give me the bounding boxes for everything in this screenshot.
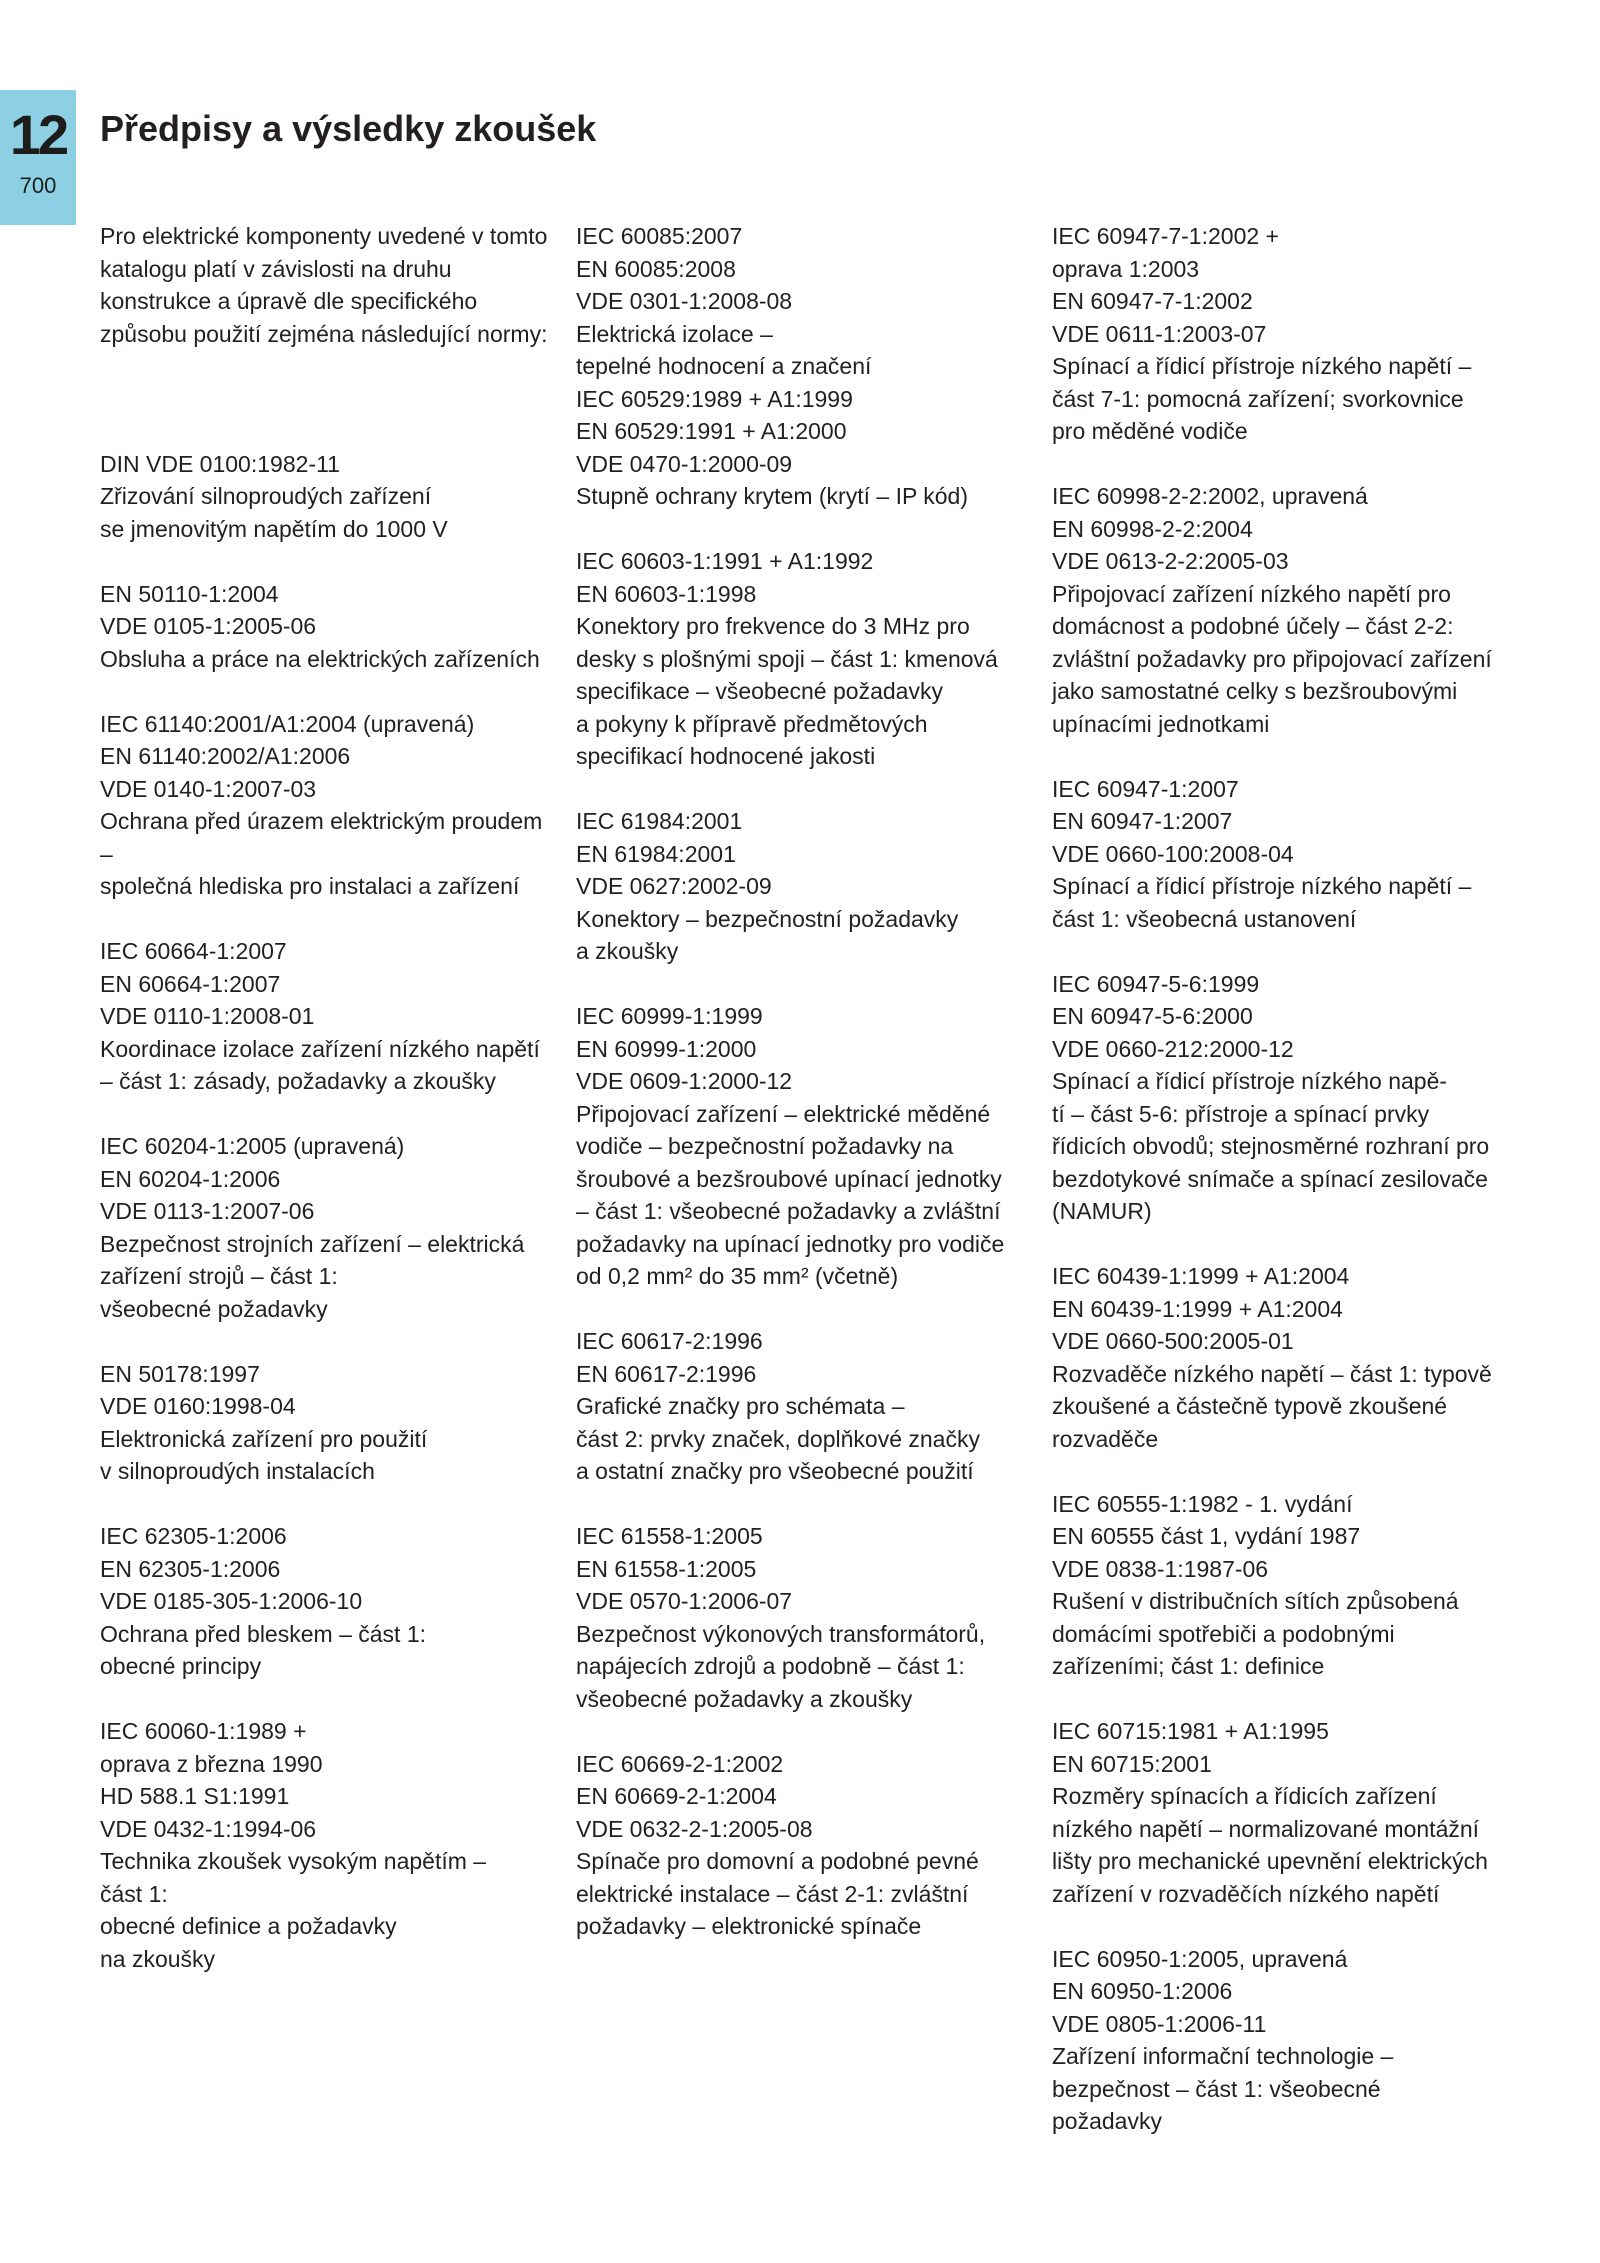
standards-column-2 — [576, 220, 1042, 1943]
intro-line: konstrukce a úpravě dle specifického — [100, 288, 478, 314]
standard-entry — [1052, 480, 1518, 740]
standard-entry — [576, 383, 1042, 513]
entry-line: tí – část 5-6: přístroje a spínací prvky — [1052, 1100, 1430, 1127]
entry-line: část 1: — [100, 1880, 168, 1907]
entry-line: Rozvaděče nízkého napětí – část 1: typově — [1052, 1360, 1492, 1387]
entry-line: IEC 60669-2-1:2002 — [576, 1750, 784, 1777]
entry-line: jako samostatné celky s bezšroubovými — [1052, 678, 1458, 704]
entry-line: VDE 0160:1998-04 — [100, 1393, 296, 1419]
entry-line: oprava 1:2003 — [1052, 255, 1200, 282]
entry-line: VDE 0113-1:2007-06 — [100, 1198, 315, 1224]
entry-line: VDE 0470-1:2000-09 — [576, 450, 793, 477]
entry-line: Elektrická izolace – — [576, 320, 773, 347]
entry-line: na zkoušky — [100, 1945, 216, 1972]
entry-line: EN 60669-2-1:2004 — [576, 1783, 777, 1809]
chapter-number: 12 — [9, 103, 67, 166]
entry-line: IEC 60947-5-6:1999 — [1052, 970, 1260, 997]
entry-line: požadavky – elektronické spínače — [576, 1913, 922, 1939]
entry-line: vodiče – bezpečnostní požadavky na — [576, 1133, 954, 1159]
entry-line: upínacími jednotkami — [1052, 710, 1270, 737]
entry-line: EN 60664-1:2007 — [100, 970, 281, 997]
standard-entry — [100, 578, 566, 676]
page-number: 700 — [19, 173, 57, 198]
entry-line: IEC 60999-1:1999 — [576, 1003, 763, 1029]
page-title: Předpisy a výsledky zkoušek — [100, 108, 597, 149]
entry-line: IEC 60204-1:2005 (upravená) — [100, 1133, 405, 1159]
entry-line: zvláštní požadavky pro připojovací zařízení — [1052, 645, 1492, 672]
entry-line: Rušení v distribučních sítích způsobená — [1052, 1588, 1459, 1614]
entry-line: IEC 60947-7-1:2002 + — [1052, 223, 1279, 249]
entry-line: část 2: prvky značek, doplňkové značky — [576, 1425, 980, 1452]
standard-entry — [1052, 1260, 1518, 1455]
intro-line: Pro elektrické komponenty uvedené v tomto — [100, 223, 548, 249]
entry-line: IEC 60617-2:1996 — [576, 1328, 763, 1354]
entry-line: EN 60947-5-6:2000 — [1052, 1003, 1253, 1029]
standard-entry — [1052, 1715, 1518, 1910]
entry-line: požadavky na upínací jednotky pro vodiče — [576, 1230, 1005, 1257]
entry-line: IEC 60715:1981 + A1:1995 — [1052, 1718, 1329, 1744]
entry-line: Ochrana před úrazem elektrickým proudem — [100, 808, 543, 834]
entry-line: EN 61558-1:2005 — [576, 1555, 757, 1582]
standard-entry — [100, 935, 566, 1098]
entry-line: VDE 0660-100:2008-04 — [1052, 840, 1294, 867]
standard-entry — [576, 1325, 1042, 1488]
entry-line: rozvaděče — [1052, 1425, 1159, 1452]
entry-line: DIN VDE 0100:1982-11 — [100, 450, 340, 477]
standard-entry — [100, 1358, 566, 1488]
entry-line: VDE 0609-1:2000-12 — [576, 1068, 793, 1094]
entry-line: Elektronická zařízení pro použití — [100, 1425, 428, 1452]
chapter-tab — [0, 90, 76, 225]
entry-line: VDE 0660-212:2000-12 — [1052, 1035, 1294, 1062]
entry-line: VDE 0110-1:2008-01 — [100, 1003, 315, 1029]
entry-line: všeobecné požadavky — [100, 1295, 328, 1322]
entry-line: (NAMUR) — [1052, 1198, 1152, 1224]
standard-entry — [576, 1748, 1042, 1943]
entry-line: EN 61140:2002/A1:2006 — [100, 743, 351, 769]
entry-line: EN 60715:2001 — [1052, 1750, 1212, 1777]
entry-line: Spínací a řídicí přístroje nízkého napě- — [1052, 1068, 1448, 1094]
entry-line: IEC 60529:1989 + A1:1999 — [576, 385, 853, 412]
entry-line: VDE 0570-1:2006-07 — [576, 1588, 793, 1614]
entry-line: Rozměry spínacích a řídicích zařízení — [1052, 1783, 1437, 1809]
standards-column-3 — [1052, 220, 1518, 2138]
entry-line: Obsluha a práce na elektrických zařízeních — [100, 645, 540, 672]
entry-line: všeobecné požadavky a zkoušky — [576, 1685, 913, 1712]
entry-line: obecné principy — [100, 1653, 262, 1679]
entry-line: a pokyny k přípravě předmětových — [576, 710, 928, 737]
entry-line: Zřizování silnoproudých zařízení — [100, 483, 432, 509]
entry-line: bezpečnost – část 1: všeobecné — [1052, 2075, 1381, 2102]
standard-entry — [1052, 1488, 1518, 1683]
intro-line: způsobu použití zejména následující normy: — [100, 320, 548, 347]
entry-line: EN 60998-2-2:2004 — [1052, 515, 1253, 542]
entry-line: Konektory pro frekvence do 3 MHz pro — [576, 613, 970, 639]
standards-column-1 — [100, 220, 566, 1975]
entry-line: Zařízení informační technologie – — [1052, 2043, 1394, 2069]
entry-line: šroubové a bezšroubové upínací jednotky — [576, 1165, 1002, 1192]
standard-entry — [576, 1520, 1042, 1715]
entry-line: VDE 0301-1:2008-08 — [576, 288, 793, 314]
entry-line: a zkoušky — [576, 938, 679, 964]
standard-entry — [100, 1520, 566, 1683]
entry-line: IEC 61140:2001/A1:2004 (upravená) — [100, 710, 475, 737]
entry-line: VDE 0632-2-1:2005-08 — [576, 1815, 813, 1842]
entry-line: EN 60617-2:1996 — [576, 1360, 757, 1387]
entry-line: zařízení strojů – část 1: — [100, 1263, 338, 1289]
standard-entry — [576, 1000, 1042, 1293]
standard-entry — [1052, 773, 1518, 936]
entry-line: domácími spotřebiči a podobnými — [1052, 1620, 1395, 1647]
entry-line: IEC 60950-1:2005, upravená — [1052, 1945, 1348, 1972]
standard-entry — [576, 220, 1042, 383]
entry-line: společná hlediska pro instalaci a zařízení — [100, 873, 520, 899]
entry-line: EN 60603-1:1998 — [576, 580, 757, 607]
entry-line: EN 50178:1997 — [100, 1360, 260, 1387]
entry-line: elektrické instalace – část 2-1: zvláštní — [576, 1880, 969, 1907]
entry-line: bezdotykové snímače a spínací zesilovače — [1052, 1165, 1488, 1192]
entry-line: – — [100, 840, 113, 867]
entry-line: VDE 0140-1:2007-03 — [100, 775, 317, 802]
entry-line: lišty pro mechanické upevnění elektrických — [1052, 1848, 1488, 1874]
entry-line: Konektory – bezpečnostní požadavky — [576, 905, 959, 932]
entry-line: oprava z března 1990 — [100, 1750, 323, 1777]
entry-line: VDE 0660-500:2005-01 — [1052, 1328, 1294, 1354]
standard-entry — [1052, 968, 1518, 1228]
standard-entry — [100, 1130, 566, 1325]
entry-line: Technika zkoušek vysokým napětím – — [100, 1848, 487, 1874]
entry-line: IEC 60085:2007 — [576, 223, 743, 249]
entry-line: EN 60204-1:2006 — [100, 1165, 281, 1192]
entry-line: pro měděné vodiče — [1052, 418, 1248, 444]
entry-line: požadavky — [1052, 2108, 1162, 2134]
entry-line: EN 60555 část 1, vydání 1987 — [1052, 1523, 1361, 1549]
entry-line: – část 1: zásady, požadavky a zkoušky — [100, 1068, 496, 1094]
entry-line: EN 60947-1:2007 — [1052, 808, 1233, 834]
intro-paragraph — [100, 220, 566, 350]
entry-line: specifikací hodnocené jakosti — [576, 743, 876, 769]
entry-line: IEC 60439-1:1999 + A1:2004 — [1052, 1263, 1350, 1289]
entry-line: Připojovací zařízení – elektrické měděné — [576, 1100, 991, 1127]
standard-entry — [576, 545, 1042, 773]
entry-line: Grafické značky pro schémata – — [576, 1393, 905, 1419]
entry-line: část 7-1: pomocná zařízení; svorkovnice — [1052, 385, 1464, 412]
entry-line: Stupně ochrany krytem (krytí – IP kód) — [576, 483, 969, 509]
entry-line: specifikace – všeobecné požadavky — [576, 678, 943, 704]
entry-line: EN 60947-7-1:2002 — [1052, 288, 1253, 314]
entry-line: zařízení v rozvaděčích nízkého napětí — [1052, 1880, 1440, 1907]
entry-line: VDE 0611-1:2003-07 — [1052, 320, 1267, 347]
intro-line: katalogu platí v závislosti na druhu — [100, 255, 452, 282]
entry-line: Připojovací zařízení nízkého napětí pro — [1052, 580, 1451, 607]
entry-line: napájecích zdrojů a podobně – část 1: — [576, 1653, 965, 1679]
entry-line: EN 61984:2001 — [576, 840, 736, 867]
entry-line: Koordinace izolace zařízení nízkého napětí — [100, 1035, 540, 1062]
entry-line: VDE 0838-1:1987-06 — [1052, 1555, 1269, 1582]
entry-line: VDE 0185-305-1:2006-10 — [100, 1588, 363, 1614]
entry-line: Spínače pro domovní a podobné pevné — [576, 1848, 979, 1874]
entry-line: IEC 60603-1:1991 + A1:1992 — [576, 548, 874, 574]
standard-entry — [100, 708, 566, 903]
entry-line: EN 60999-1:2000 — [576, 1035, 757, 1062]
standard-entry — [576, 805, 1042, 968]
entry-line: EN 60439-1:1999 + A1:2004 — [1052, 1295, 1343, 1322]
entry-line: IEC 62305-1:2006 — [100, 1523, 287, 1549]
entry-line: Spínací a řídicí přístroje nízkého napětí – — [1052, 873, 1472, 899]
entry-line: se jmenovitým napětím do 1000 V — [100, 515, 448, 542]
entry-line: EN 60950-1:2006 — [1052, 1978, 1233, 2004]
entry-line: tepelné hodnocení a značení — [576, 353, 872, 379]
entry-line: část 1: všeobecná ustanovení — [1052, 905, 1357, 932]
entry-line: IEC 60998-2-2:2002, upravená — [1052, 483, 1368, 509]
entry-line: VDE 0627:2002-09 — [576, 873, 772, 899]
entry-line: nízkého napětí – normalizované montážní — [1052, 1815, 1480, 1842]
entry-line: obecné definice a požadavky — [100, 1913, 397, 1939]
entry-line: Spínací a řídicí přístroje nízkého napětí – — [1052, 353, 1472, 379]
entry-line: EN 50110-1:2004 — [100, 580, 279, 607]
entry-line: EN 60529:1991 + A1:2000 — [576, 418, 847, 444]
entry-line: VDE 0105-1:2005-06 — [100, 613, 317, 639]
entry-line: IEC 60555-1:1982 - 1. vydání — [1052, 1490, 1353, 1517]
entry-line: – část 1: všeobecné požadavky a zvláštní — [576, 1198, 1001, 1224]
entry-line: VDE 0613-2-2:2005-03 — [1052, 548, 1289, 574]
entry-line: Bezpečnost strojních zařízení – elektrická — [100, 1230, 525, 1257]
entry-line: a ostatní značky pro všeobecné použití — [576, 1458, 974, 1484]
standard-entry — [1052, 1943, 1518, 2138]
standard-entry — [100, 448, 566, 546]
entry-line: desky s plošnými spoji – část 1: kmenová — [576, 645, 998, 672]
entry-line: v silnoproudých instalacích — [100, 1458, 375, 1484]
entry-line: VDE 0432-1:1994-06 — [100, 1815, 317, 1842]
entry-line: Ochrana před bleskem – část 1: — [100, 1620, 426, 1647]
entry-line: zařízeními; část 1: definice — [1052, 1653, 1325, 1679]
entry-line: IEC 61984:2001 — [576, 808, 743, 834]
entry-line: IEC 60664-1:2007 — [100, 938, 287, 964]
standard-entry — [100, 1715, 566, 1975]
standard-entry — [1052, 220, 1518, 448]
entry-line: Bezpečnost výkonových transformátorů, — [576, 1620, 986, 1647]
entry-line: od 0,2 mm² do 35 mm² (včetně) — [576, 1263, 899, 1289]
entry-line: EN 60085:2008 — [576, 255, 736, 282]
entry-line: IEC 60060-1:1989 + — [100, 1718, 307, 1744]
entry-line: IEC 60947-1:2007 — [1052, 775, 1239, 802]
entry-line: EN 62305-1:2006 — [100, 1555, 281, 1582]
entry-line: domácnost a podobné účely – část 2-2: — [1052, 613, 1454, 639]
entry-line: IEC 61558-1:2005 — [576, 1523, 763, 1549]
entry-line: VDE 0805-1:2006-11 — [1052, 2010, 1267, 2037]
entry-line: HD 588.1 S1:1991 — [100, 1783, 290, 1809]
entry-line: řídicích obvodů; stejnosměrné rozhraní pro — [1052, 1133, 1490, 1159]
entry-line: zkoušené a částečně typově zkoušené — [1052, 1393, 1448, 1419]
